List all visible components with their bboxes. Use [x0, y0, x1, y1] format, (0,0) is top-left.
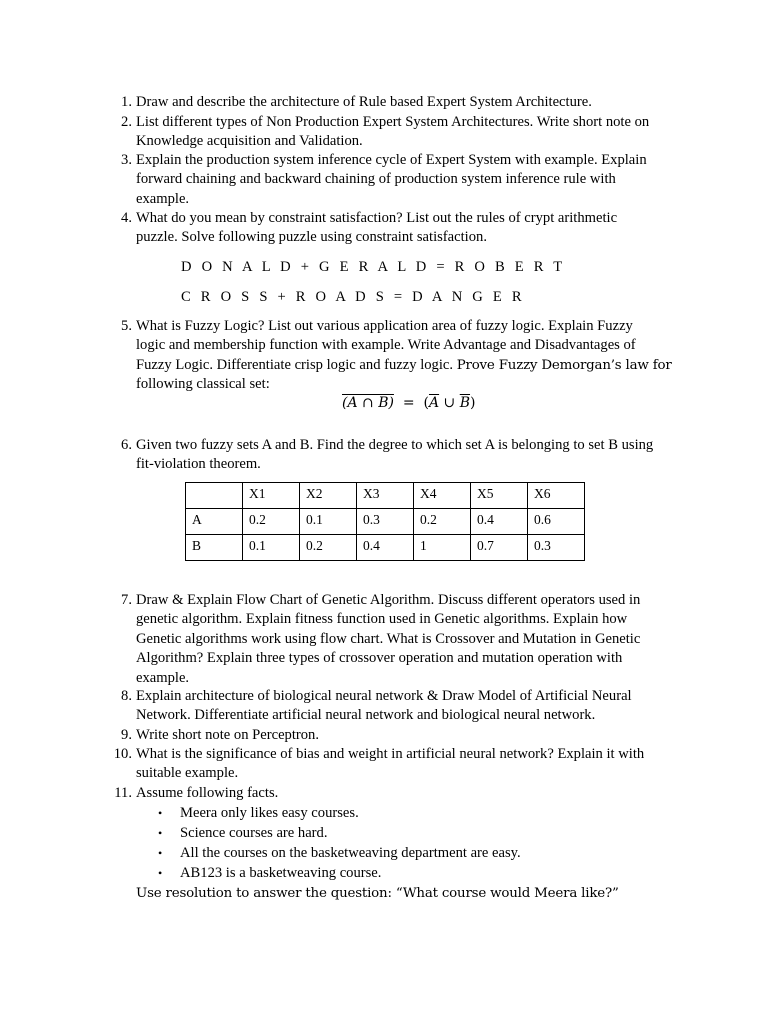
question-text: Assume following facts.: [136, 785, 279, 801]
table-cell: 0.7: [471, 535, 528, 561]
question-number: 2.: [121, 114, 132, 130]
formula-union: ∪: [443, 395, 456, 411]
table-cell: X6: [528, 483, 585, 509]
question-text: suitable example.: [136, 765, 239, 782]
bullet-icon: •: [158, 866, 163, 880]
demorgan-formula: [342, 394, 476, 413]
question-text-part: Fuzzy Logic. Differentiate crisp logic and fuzzy logic.: [136, 356, 457, 373]
question-text: Knowledge acquisition and Validation.: [136, 133, 363, 150]
question-number: 5.: [121, 318, 132, 334]
question-text-part: Prove Fuzzy Demorgan’s law for: [456, 357, 672, 373]
formula-lhs: (A ∩ B): [342, 395, 394, 411]
bullet-icon: •: [158, 826, 163, 840]
question-text: following classical set:: [136, 376, 270, 393]
table-cell: 0.2: [243, 509, 300, 535]
question-text: genetic algorithm. Explain fitness function used in Genetic algorithms. Explain how: [136, 611, 628, 628]
question-text: Given two fuzzy sets A and B. Find the degree to which set A is belonging to set B using: [136, 437, 654, 453]
question-number: 7.: [121, 592, 132, 608]
formula-equals: =: [402, 395, 415, 411]
question-text: fit-violation theorem.: [136, 456, 261, 473]
question-text: Algorithm? Explain three types of crossover operation and mutation operation with: [136, 650, 623, 667]
question-number: 6.: [121, 437, 132, 453]
table-cell: X5: [471, 483, 528, 509]
table-cell: B: [186, 535, 243, 561]
question-text: What do you mean by constraint satisfaction? List out the rules of crypt arithmetic: [136, 210, 618, 226]
closing-text: Use resolution to answer the question: “What course would Meera like?”: [136, 886, 619, 901]
crypt-puzzle-2: C R O S S + R O A D S = D A N G E R: [181, 289, 525, 305]
table-cell: A: [186, 509, 243, 535]
question-text: Explain architecture of biological neural network & Draw Model of Artificial Neural: [136, 688, 632, 704]
formula-a-bar: $\overline{A}$: [428, 395, 440, 411]
table-header-row: [186, 483, 585, 509]
table-cell: 0.4: [471, 509, 528, 535]
question-text: Draw and describe the architecture of Rule based Expert System Architecture.: [136, 94, 592, 110]
table-cell: 0.2: [414, 509, 471, 535]
table-cell: [186, 483, 243, 509]
table-cell: X2: [300, 483, 357, 509]
table-cell: X3: [357, 483, 414, 509]
question-text: Explain the production system inference cycle of Expert System with example. Explain: [136, 152, 647, 168]
table-cell: X1: [243, 483, 300, 509]
table-cell: 0.1: [243, 535, 300, 561]
question-number: 1.: [121, 94, 132, 110]
question-text: puzzle. Solve following puzzle using constraint satisfaction.: [136, 229, 487, 246]
table-row: [186, 509, 585, 535]
table-cell: 0.3: [357, 509, 414, 535]
fact-text: Meera only likes easy courses.: [180, 805, 359, 821]
question-text: Genetic algorithms work using flow chart. What is Crossover and Mutation in Genetic: [136, 630, 641, 647]
table-row: [186, 535, 585, 561]
question-number: 10.: [113, 746, 132, 762]
question-text: What is the significance of bias and weight in artificial neural network? Explain it with: [136, 746, 645, 762]
bullet-icon: •: [158, 806, 163, 820]
formula-paren: (: [423, 395, 429, 411]
table-cell: 0.4: [357, 535, 414, 561]
question-number: 8.: [121, 688, 132, 704]
question-number: 11.: [114, 785, 132, 801]
fact-text: AB123 is a basketweaving course.: [180, 865, 382, 881]
table-cell: 1: [414, 535, 471, 561]
crypt-puzzle-1: D O N A L D + G E R A L D = R O B E R T: [181, 259, 566, 275]
question-text: forward chaining and backward chaining of production system inference rule with: [136, 171, 616, 188]
question-text: example.: [136, 190, 190, 207]
question-text: example.: [136, 669, 190, 686]
table-cell: 0.1: [300, 509, 357, 535]
question-text: List different types of Non Production Expert System Architectures. Write short note on: [136, 114, 650, 130]
question-text: What is Fuzzy Logic? List out various application area of fuzzy logic. Explain Fuzzy: [136, 318, 633, 334]
fact-text: All the courses on the basketweaving department are easy.: [180, 845, 521, 861]
table-cell: X4: [414, 483, 471, 509]
question-text: Write short note on Perceptron.: [136, 727, 319, 743]
question-number: 4.: [121, 210, 132, 226]
question-number: 9.: [121, 727, 132, 743]
question-text: logic and membership function with example. Write Advantage and Disadvantages of: [136, 337, 636, 354]
table-cell: 0.2: [300, 535, 357, 561]
table-cell: 0.6: [528, 509, 585, 535]
question-text: Draw & Explain Flow Chart of Genetic Algorithm. Discuss different operators used in: [136, 592, 641, 608]
question-text: [136, 356, 676, 375]
formula-paren: ): [470, 395, 476, 411]
fuzzy-set-table: [185, 482, 585, 561]
fact-text: Science courses are hard.: [180, 825, 328, 841]
bullet-icon: •: [158, 846, 163, 860]
question-text: Network. Differentiate artificial neural network and biological neural network.: [136, 707, 596, 724]
question-number: 3.: [121, 152, 132, 168]
table-cell: 0.3: [528, 535, 585, 561]
formula-b-bar: $\overline{B}$: [459, 395, 471, 411]
